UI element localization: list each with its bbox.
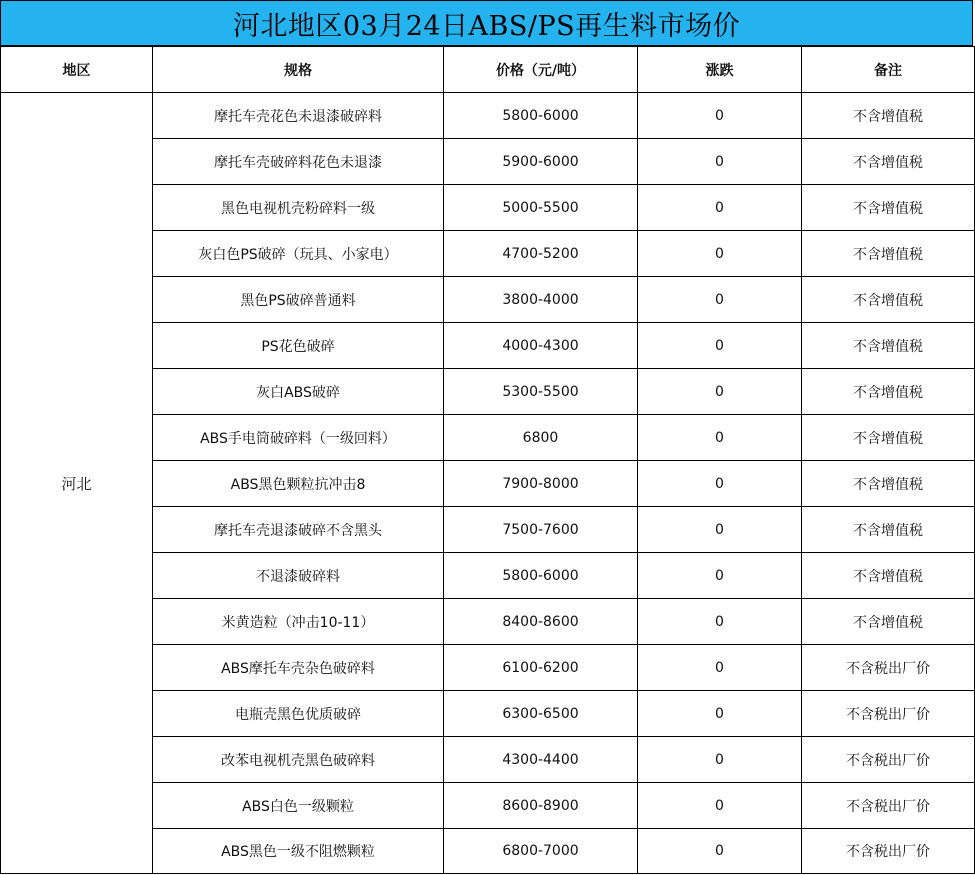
change-cell: 0 [638, 599, 802, 645]
table-body [1, 93, 975, 874]
change-cell: 0 [638, 185, 802, 231]
change-cell: 0 [638, 323, 802, 369]
note-cell: 不含增值税 [802, 185, 975, 231]
note-cell: 不含税出厂价 [802, 691, 975, 737]
change-cell: 0 [638, 645, 802, 691]
spec-cell: ABS白色一级颗粒 [153, 783, 444, 829]
change-cell: 0 [638, 737, 802, 783]
price-cell: 5800-6000 [444, 553, 638, 599]
note-cell: 不含增值税 [802, 415, 975, 461]
spec-cell: ABS摩托车壳杂色破碎料 [153, 645, 444, 691]
note-cell: 不含增值税 [802, 507, 975, 553]
header-price: 价格（元/吨） [444, 47, 638, 93]
note-cell: 不含增值税 [802, 93, 975, 139]
region-cell: 河北 [1, 93, 153, 874]
price-cell: 5000-5500 [444, 185, 638, 231]
change-cell: 0 [638, 461, 802, 507]
header-region: 地区 [1, 47, 153, 93]
change-cell: 0 [638, 829, 802, 874]
spec-cell: 摩托车壳退漆破碎不含黑头 [153, 507, 444, 553]
sheet-title: 河北地区03月24日ABS/PS再生料市场价 [0, 0, 973, 46]
spec-cell: PS花色破碎 [153, 323, 444, 369]
table-row [1, 93, 975, 139]
note-cell: 不含税出厂价 [802, 783, 975, 829]
spec-cell: 灰白色PS破碎（玩具、小家电） [153, 231, 444, 277]
note-cell: 不含增值税 [802, 231, 975, 277]
header-note: 备注 [802, 47, 975, 93]
price-cell: 7900-8000 [444, 461, 638, 507]
price-cell: 4000-4300 [444, 323, 638, 369]
price-cell: 4700-5200 [444, 231, 638, 277]
price-cell: 5900-6000 [444, 139, 638, 185]
price-cell: 4300-4400 [444, 737, 638, 783]
change-cell: 0 [638, 231, 802, 277]
spec-cell: 摩托车壳花色未退漆破碎料 [153, 93, 444, 139]
price-cell: 6300-6500 [444, 691, 638, 737]
note-cell: 不含增值税 [802, 461, 975, 507]
note-cell: 不含增值税 [802, 599, 975, 645]
spec-cell: 不退漆破碎料 [153, 553, 444, 599]
note-cell: 不含增值税 [802, 139, 975, 185]
price-cell: 6800 [444, 415, 638, 461]
header-spec: 规格 [153, 47, 444, 93]
change-cell: 0 [638, 783, 802, 829]
price-cell: 7500-7600 [444, 507, 638, 553]
price-cell: 6800-7000 [444, 829, 638, 874]
header-change: 涨跌 [638, 47, 802, 93]
spec-cell: 黑色PS破碎普通料 [153, 277, 444, 323]
change-cell: 0 [638, 139, 802, 185]
price-cell: 8600-8900 [444, 783, 638, 829]
change-cell: 0 [638, 93, 802, 139]
spec-cell: 摩托车壳破碎料花色未退漆 [153, 139, 444, 185]
price-cell: 5800-6000 [444, 93, 638, 139]
note-cell: 不含增值税 [802, 323, 975, 369]
note-cell: 不含增值税 [802, 277, 975, 323]
note-cell: 不含税出厂价 [802, 645, 975, 691]
change-cell: 0 [638, 277, 802, 323]
price-cell: 3800-4000 [444, 277, 638, 323]
spec-cell: 米黄造粒（冲击10-11） [153, 599, 444, 645]
spec-cell: ABS黑色颗粒抗冲击8 [153, 461, 444, 507]
price-table [0, 46, 975, 874]
change-cell: 0 [638, 415, 802, 461]
change-cell: 0 [638, 507, 802, 553]
spec-cell: 黑色电视机壳粉碎料一级 [153, 185, 444, 231]
spec-cell: 电瓶壳黑色优质破碎 [153, 691, 444, 737]
price-cell: 5300-5500 [444, 369, 638, 415]
spec-cell: ABS手电筒破碎料（一级回料） [153, 415, 444, 461]
note-cell: 不含税出厂价 [802, 737, 975, 783]
price-cell: 8400-8600 [444, 599, 638, 645]
spec-cell: 灰白ABS破碎 [153, 369, 444, 415]
header-row [1, 47, 975, 93]
spec-cell: ABS黑色一级不阻燃颗粒 [153, 829, 444, 874]
change-cell: 0 [638, 553, 802, 599]
note-cell: 不含税出厂价 [802, 829, 975, 874]
change-cell: 0 [638, 369, 802, 415]
note-cell: 不含增值税 [802, 369, 975, 415]
note-cell: 不含增值税 [802, 553, 975, 599]
price-cell: 6100-6200 [444, 645, 638, 691]
spec-cell: 改苯电视机壳黑色破碎料 [153, 737, 444, 783]
change-cell: 0 [638, 691, 802, 737]
